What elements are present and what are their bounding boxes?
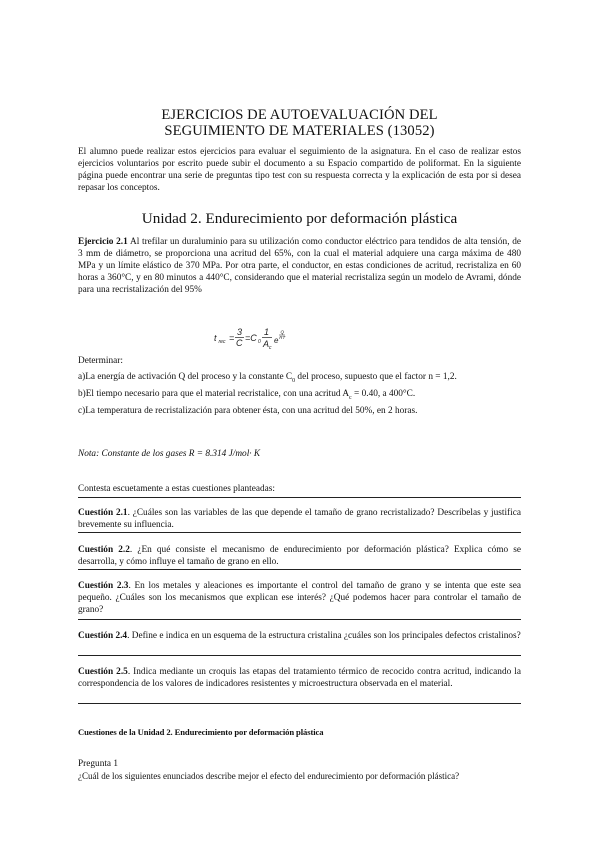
- question-2-1: [78, 507, 521, 531]
- title-line-1: EJERCICIOS DE AUTOEVALUACIÓN DEL: [161, 107, 438, 123]
- task-item-c: [78, 406, 521, 418]
- question-2-2: [78, 544, 521, 568]
- contesta-label: Contesta escuetamente a estas cuestiones planteadas:: [78, 484, 275, 494]
- task-text: El tiempo necesario para que el material recristalice, con una acritud A: [85, 388, 350, 399]
- question-label: Cuestión 2.3: [78, 581, 129, 591]
- cuestiones-heading: Cuestiones de la Unidad 2. Endurecimiento por deformación plástica: [78, 727, 324, 737]
- divider: [78, 569, 521, 570]
- gas-constant-note: Nota: Constante de los gases R = 8.314 J/mol· K: [78, 449, 261, 459]
- question-text: . Indica mediante un croquis las etapas del tratamiento térmico de recocido contra acritud, indicando la correspondencia de los valores de indicadores resistentes y microestructura observada en el material.: [78, 667, 522, 690]
- unit-heading: Unidad 2. Endurecimiento por deformación plástica: [141, 210, 458, 227]
- divider: [78, 619, 521, 620]
- task-marker: a): [78, 372, 86, 382]
- task-list: [78, 372, 521, 419]
- formula-coef-sub: 0: [258, 339, 261, 345]
- task-text-2: del proceso, supuesto que el factor n = 1,2.: [295, 372, 457, 382]
- task-item-a: [78, 372, 521, 387]
- formula-exp-den: RT: [279, 335, 286, 340]
- question-label: Cuestión 2.1: [78, 508, 128, 518]
- formula-eq2: =C: [245, 333, 257, 343]
- task-sub: 0: [292, 377, 296, 384]
- formula-lhs: t: [214, 333, 217, 343]
- question-2-4: [78, 630, 521, 642]
- question-text: . ¿En qué consiste el mecanismo de endurecimiento por deformación plástica? Explica cómo se desarrolla, y cómo influye el tamaño de grano en ello.: [78, 545, 521, 568]
- question-label: Cuestión 2.4: [78, 631, 128, 641]
- divider: [78, 703, 521, 704]
- formula-frac1-num: 3: [237, 327, 243, 337]
- exercise-text: Al trefilar un duraluminio para su utilización como conductor eléctrico para tendidos de alta tensión, de 3 mm de diámetro, se proporciona una acritud del 65%, con la cual el material adquiere una carga máxima de 480 MPa y un límite elástico de 370 MPa. Por otra parte, el conductor, en estas condiciones de acritud, recristaliza en 60 horas a 360°C, y en 80 minutos a 440°C, considerando que el material recristaliza según un modelo de Avrami, dónde para una recristalización del 95%: [78, 237, 522, 296]
- task-text: La temperatura de recristalización para obtener ésta, con una acritud del 50%, en 2 horas.: [85, 405, 418, 416]
- question-text: . En los metales y aleaciones es importante el control del tamaño de grano y se intenta que este sea pequeño. ¿Cuáles son los mecanismos que explican ese interés? ¿Qué podemos hacer para controlar el tamaño de grano?: [78, 581, 521, 616]
- task-item-b: [78, 389, 521, 404]
- determinar-label: Determinar:: [78, 356, 123, 366]
- formula-frac2-den: A: [263, 339, 270, 349]
- question-2-5: [78, 666, 521, 690]
- divider: [78, 655, 521, 656]
- title-line-2: SEGUIMIENTO DE MATERIALES (13052): [164, 123, 435, 139]
- divider: [78, 532, 521, 533]
- task-text-2: = 0.40, a 400°C.: [351, 388, 416, 399]
- document-title: [78, 107, 521, 139]
- intro-paragraph: El alumno puede realizar estos ejercicios para evaluar el seguimiento de la asignatura. En el caso de realizar estos ejercicios voluntarios por escrito puede subir el documento a su Espacio compartido de poliformat. En la siguiente página puede encontrar una serie de preguntas tipo test con su respuesta correcta y la explicación de esta por si desea repasar los conceptos.: [78, 147, 521, 193]
- pregunta-text: ¿Cuál de los siguientes enunciados describe mejor el efecto del endurecimiento por deformación plástica?: [78, 771, 460, 781]
- task-marker: c): [78, 405, 86, 416]
- question-text: . ¿Cuáles son las variables de las que depende el tamaño de grano recristalizado? Descríbelas y justifica brevemente su influencia.: [78, 508, 521, 531]
- question-text: . Define e indica en un esquema de la estructura cristalina ¿cuáles son los principales defectos cristalinos?: [127, 631, 521, 641]
- formula-eq: =: [229, 333, 235, 343]
- question-label: Cuestión 2.5: [78, 667, 128, 677]
- exercise-paragraph: [78, 236, 521, 296]
- task-marker: b): [78, 388, 86, 399]
- formula-exp-num: Q: [280, 329, 285, 335]
- task-sub: c: [349, 394, 352, 401]
- formula-exp-base: e: [274, 336, 279, 345]
- question-label: Cuestión 2.2: [78, 545, 130, 555]
- question-2-3: [78, 580, 521, 616]
- avrami-formula: [212, 324, 312, 354]
- exercise-label: Ejercicio 2.1: [78, 237, 128, 247]
- formula-frac2-den-sub: c: [269, 345, 272, 351]
- formula-lhs-sub: rec: [218, 339, 226, 345]
- pregunta-label: Pregunta 1: [78, 759, 119, 769]
- formula-frac1-den: C: [236, 338, 243, 348]
- divider: [78, 497, 521, 498]
- task-text: La energía de activación Q del proceso y la constante C: [85, 372, 293, 382]
- formula-frac2-num: 1: [264, 327, 270, 337]
